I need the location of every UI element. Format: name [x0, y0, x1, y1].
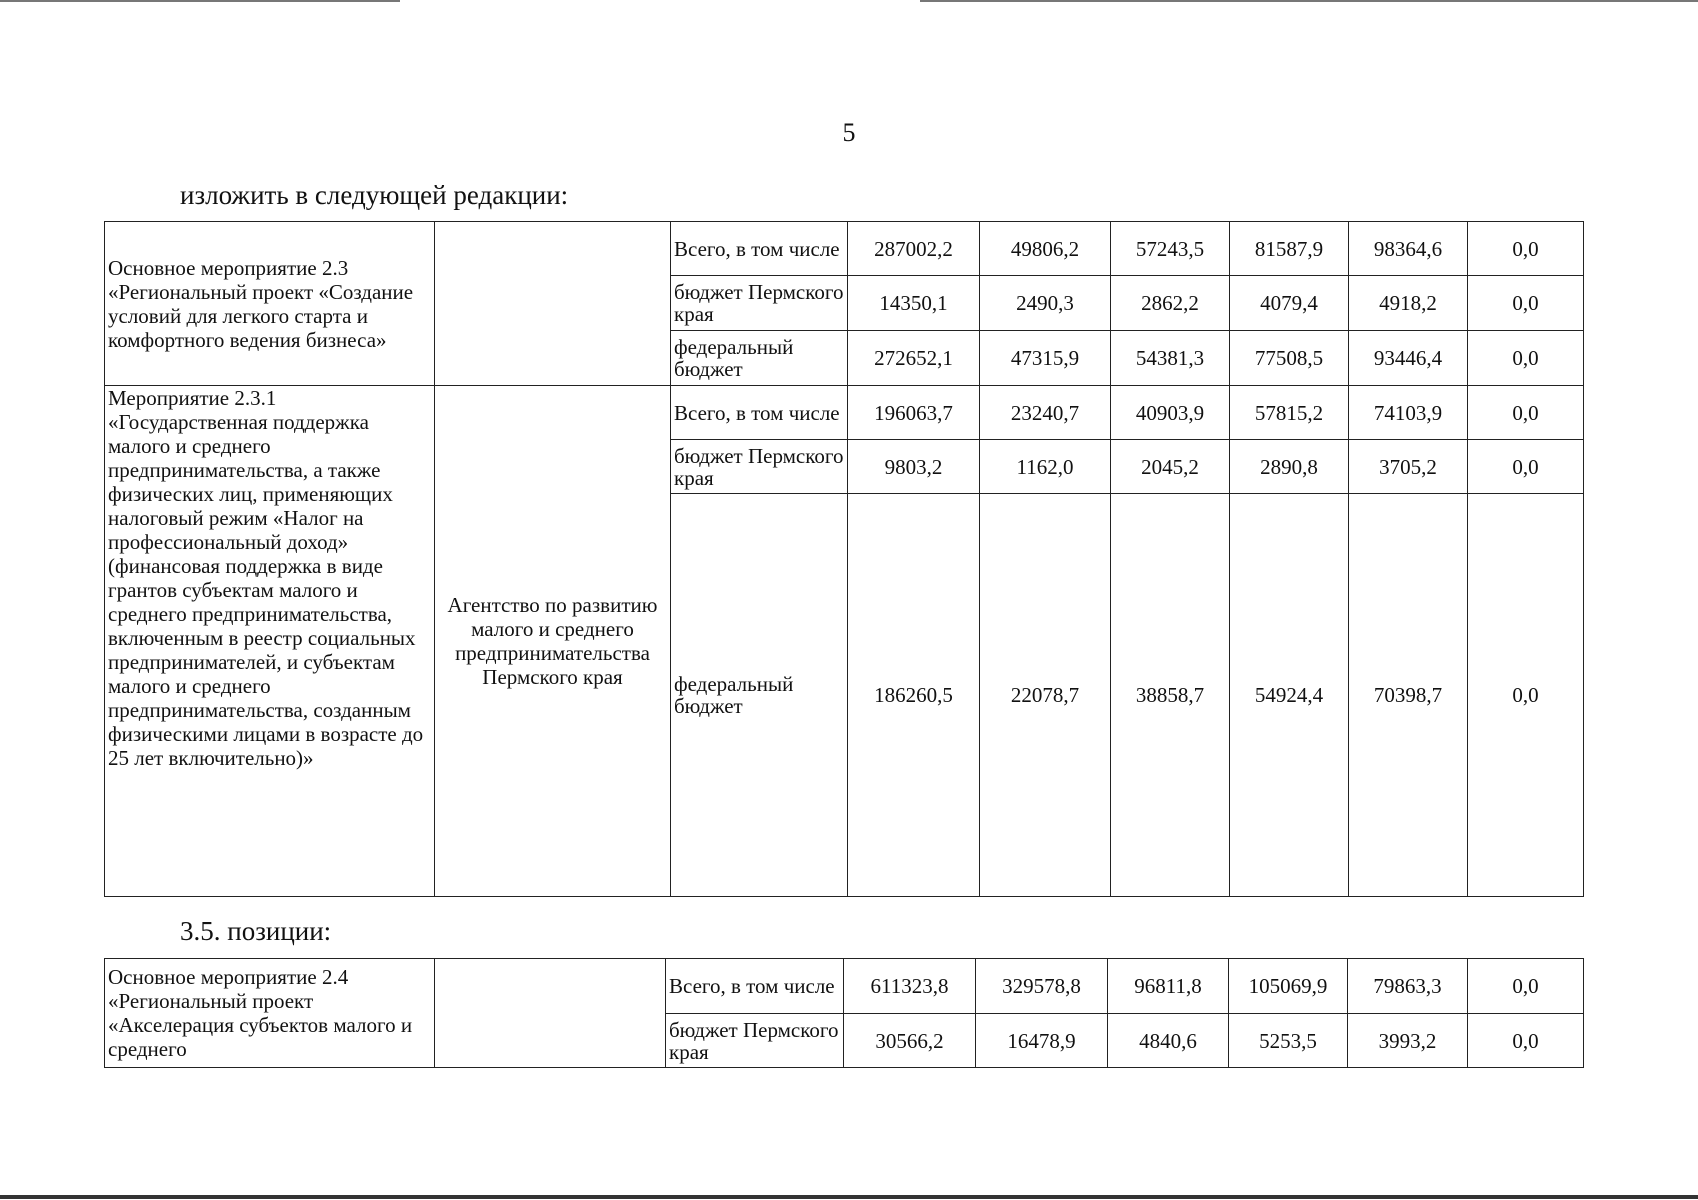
value-cell: 47315,9 [980, 331, 1111, 386]
scan-edge-line [0, 0, 400, 2]
section-heading: 3.5. позиции: [180, 916, 332, 946]
value-cell: 196063,7 [848, 386, 980, 440]
value-cell: 22078,7 [980, 494, 1111, 897]
value-cell: 70398,7 [1349, 494, 1468, 897]
funding-source: федеральный бюджет [671, 494, 848, 897]
funding-source: бюджет Пермского края [671, 276, 848, 331]
scan-edge-line [0, 1195, 1698, 1199]
funding-source: бюджет Пермского края [666, 1014, 844, 1068]
value-cell: 1162,0 [980, 440, 1111, 494]
budget-table-1 [104, 221, 1584, 897]
measure-name: Основное мероприятие 2.3 «Региональный проект «Создание условий для легкого старта и комфортного ведения бизнеса» [105, 222, 435, 386]
executor-cell: Агентство по развитию малого и среднего предпринимательства Пермского края [435, 386, 671, 897]
value-cell: 57815,2 [1230, 386, 1349, 440]
value-cell: 3993,2 [1348, 1014, 1468, 1068]
table-row [105, 222, 1584, 276]
funding-source: бюджет Пермского края [671, 440, 848, 494]
value-cell: 2490,3 [980, 276, 1111, 331]
value-cell: 23240,7 [980, 386, 1111, 440]
value-cell: 38858,7 [1111, 494, 1230, 897]
value-cell: 272652,1 [848, 331, 980, 386]
value-cell: 4079,4 [1230, 276, 1349, 331]
value-cell: 2890,8 [1230, 440, 1349, 494]
executor-cell [435, 959, 666, 1068]
value-cell: 54381,3 [1111, 331, 1230, 386]
table-row [105, 386, 1584, 440]
measure-name: Мероприятие 2.3.1 «Государственная поддержка малого и среднего предпринимательства, а также физических лиц, применяющих налоговый режим «Налог на профессиональный доход» (финансовая поддержка в виде грантов субъектам малого и среднего предпринимательства, включенным в реестр социальных предпринимателей, и субъектам малого и среднего предпринимательства, созданным физическими лицами в возрасте до 25 лет включительно)» [105, 386, 435, 897]
value-cell: 98364,6 [1349, 222, 1468, 276]
value-cell: 329578,8 [976, 959, 1108, 1014]
table-row [105, 959, 1584, 1014]
value-cell: 0,0 [1468, 386, 1584, 440]
measure-name: Основное мероприятие 2.4 «Региональный проект «Акселерация субъектов малого и среднего [105, 959, 435, 1068]
value-cell: 0,0 [1468, 440, 1584, 494]
scan-edge-line [920, 0, 1698, 2]
value-cell: 0,0 [1468, 494, 1584, 897]
value-cell: 0,0 [1468, 959, 1584, 1014]
value-cell: 49806,2 [980, 222, 1111, 276]
value-cell: 57243,5 [1111, 222, 1230, 276]
value-cell: 74103,9 [1349, 386, 1468, 440]
value-cell: 54924,4 [1230, 494, 1349, 897]
value-cell: 5253,5 [1229, 1014, 1348, 1068]
intro-text: изложить в следующей редакции: [180, 180, 569, 210]
value-cell: 0,0 [1468, 331, 1584, 386]
value-cell: 0,0 [1468, 222, 1584, 276]
value-cell: 611323,8 [844, 959, 976, 1014]
value-cell: 186260,5 [848, 494, 980, 897]
funding-source: Всего, в том числе [671, 386, 848, 440]
value-cell: 79863,3 [1348, 959, 1468, 1014]
funding-source: Всего, в том числе [671, 222, 848, 276]
value-cell: 0,0 [1468, 276, 1584, 331]
value-cell: 16478,9 [976, 1014, 1108, 1068]
value-cell: 105069,9 [1229, 959, 1348, 1014]
funding-source: федеральный бюджет [671, 331, 848, 386]
value-cell: 2862,2 [1111, 276, 1230, 331]
value-cell: 81587,9 [1230, 222, 1349, 276]
funding-source: Всего, в том числе [666, 959, 844, 1014]
executor-cell [435, 222, 671, 386]
value-cell: 3705,2 [1349, 440, 1468, 494]
value-cell: 30566,2 [844, 1014, 976, 1068]
value-cell: 4918,2 [1349, 276, 1468, 331]
value-cell: 4840,6 [1108, 1014, 1229, 1068]
value-cell: 287002,2 [848, 222, 980, 276]
value-cell: 9803,2 [848, 440, 980, 494]
budget-table-2 [104, 958, 1584, 1068]
value-cell: 14350,1 [848, 276, 980, 331]
value-cell: 93446,4 [1349, 331, 1468, 386]
value-cell: 40903,9 [1111, 386, 1230, 440]
value-cell: 2045,2 [1111, 440, 1230, 494]
value-cell: 96811,8 [1108, 959, 1229, 1014]
value-cell: 77508,5 [1230, 331, 1349, 386]
value-cell: 0,0 [1468, 1014, 1584, 1068]
page-number: 5 [842, 118, 856, 147]
